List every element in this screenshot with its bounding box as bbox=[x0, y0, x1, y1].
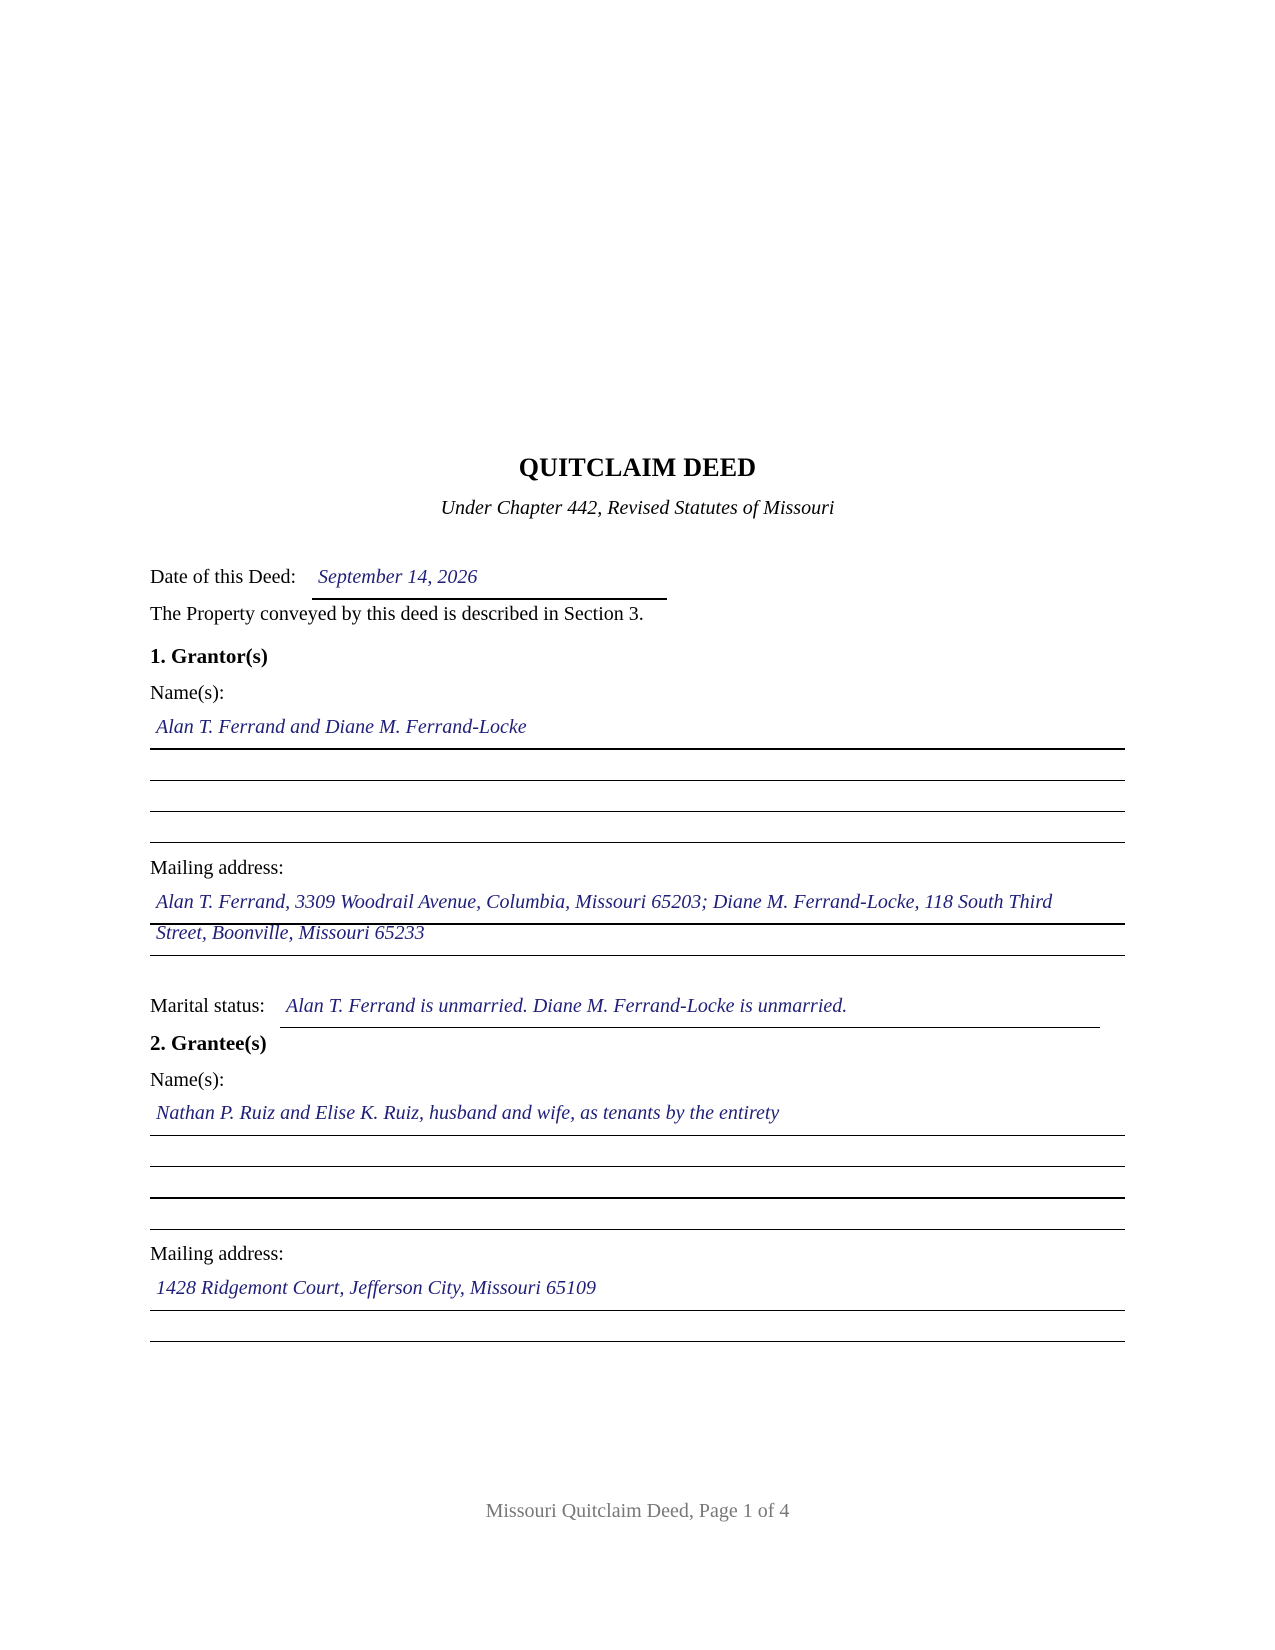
grantor-address-label: Mailing address: bbox=[150, 857, 284, 879]
grantor-names-line-1 bbox=[150, 748, 1125, 750]
property-note: The Property conveyed by this deed is described in Section 3. bbox=[150, 603, 644, 625]
marital-status-label: Marital status: bbox=[150, 995, 265, 1017]
grantee-address-label: Mailing address: bbox=[150, 1243, 284, 1265]
document-title: QUITCLAIM DEED bbox=[518, 453, 757, 482]
grantee-names-line-2 bbox=[150, 1166, 1125, 1167]
marital-status-underline bbox=[280, 1027, 1100, 1028]
marital-status-value[interactable]: Alan T. Ferrand is unmarried. Diane M. Ferrand-Locke is unmarried. bbox=[286, 995, 848, 1017]
grantee-heading: 2. Grantee(s) bbox=[150, 1031, 267, 1055]
grantor-names-line-4 bbox=[150, 842, 1125, 843]
grantee-names-line-3 bbox=[150, 1197, 1125, 1199]
grantee-address-underline-1 bbox=[150, 1310, 1125, 1311]
grantor-address-line2[interactable]: Street, Boonville, Missouri 65233 bbox=[156, 922, 425, 944]
date-underline bbox=[312, 598, 667, 600]
grantee-names-value[interactable]: Nathan P. Ruiz and Elise K. Ruiz, husband and wife, as tenants by the entirety bbox=[156, 1102, 780, 1124]
grantor-names-line-2 bbox=[150, 780, 1125, 781]
grantee-address-underline-2 bbox=[150, 1341, 1125, 1342]
grantee-names-line-1 bbox=[150, 1135, 1125, 1136]
grantor-address-line1[interactable]: Alan T. Ferrand, 3309 Woodrail Avenue, Columbia, Missouri 65203; Diane M. Ferrand-Locke, 118 South Third bbox=[156, 891, 1053, 913]
document-subtitle: Under Chapter 442, Revised Statutes of Missouri bbox=[440, 497, 835, 519]
page-footer: Missouri Quitclaim Deed, Page 1 of 4 bbox=[485, 1500, 790, 1522]
grantor-address-underline-2 bbox=[150, 955, 1125, 956]
grantor-names-value[interactable]: Alan T. Ferrand and Diane M. Ferrand-Locke bbox=[156, 716, 527, 738]
grantor-names-line-3 bbox=[150, 811, 1125, 812]
date-label: Date of this Deed: bbox=[150, 566, 297, 588]
grantor-names-label: Name(s): bbox=[150, 682, 225, 704]
grantor-heading: 1. Grantor(s) bbox=[150, 644, 268, 668]
grantee-address-value[interactable]: 1428 Ridgemont Court, Jefferson City, Missouri 65109 bbox=[156, 1277, 596, 1299]
grantee-names-label: Name(s): bbox=[150, 1069, 225, 1091]
grantee-names-line-4 bbox=[150, 1229, 1125, 1230]
date-value[interactable]: September 14, 2026 bbox=[318, 566, 478, 588]
